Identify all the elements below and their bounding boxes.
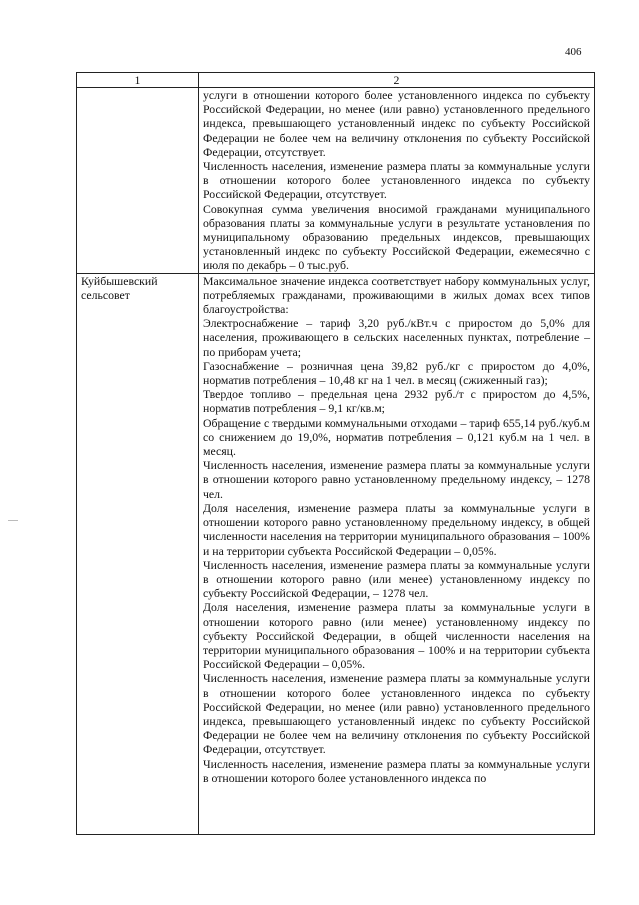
paragraph: Численность населения, изменение размера платы за коммунальные услуги в отношении которого более установленного индекса по: [203, 756, 590, 785]
municipality-cell: Куйбышевский сельсовет: [77, 273, 199, 834]
description-cell: [199, 88, 595, 274]
paragraph: Численность населения, изменение размера платы за коммунальные услуги в отношении которого равно установленному предельному индексу, – 1278 чел.: [203, 458, 590, 501]
table-header-row: [77, 73, 595, 88]
scan-mark: [8, 520, 18, 521]
municipality-cell: [77, 88, 199, 274]
paragraph: Газоснабжение – розничная цена 39,82 руб./кг с приростом до 4,0%, норматив потребления – 10,48 кг на 1 чел. в месяц (сжиженный газ);: [203, 358, 590, 388]
page-number: 406: [565, 46, 582, 58]
table-row: [77, 273, 595, 834]
description-cell: [199, 273, 595, 834]
paragraph: Численность населения, изменение размера платы за коммунальные услуги в отношении которого более установленного индекса по субъекту Российской Федерации, но менее (или равно) установленного предельного индекса, превышающего установленный индекс по субъекту Российской Федерации не более чем на величину отклонения по субъекту Российской Федерации, отсутствует.: [203, 671, 590, 757]
paragraph: Совокупная сумма увеличения вносимой гражданами муниципального образования платы за коммунальные услуги в результате установления по муниципальному образованию предельных индексов, превышающих установленный индекс по субъекту Российской Федерации, ежемесячно с июля по декабрь – 0 тыс.руб.: [203, 201, 590, 273]
paragraph: Твердое топливо – предельная цена 2932 руб./т с приростом до 4,5%, норматив потребления – 9,1 кг/кв.м;: [203, 387, 590, 416]
table-row: [77, 88, 595, 274]
paragraph: Доля населения, изменение размера платы за коммунальные услуги в отношении которого равно установленному предельному индексу, в общей численности населения на территории муниципального образования – 100% и на территории субъекта Российской Федерации – 0,05%.: [203, 500, 590, 558]
paragraph: Электроснабжение – тариф 3,20 руб./кВт.ч с приростом до 5,0% для населения, проживающего в сельских населенных пунктах, потребление – по приборам учета;: [203, 316, 590, 359]
paragraph: Максимальное значение индекса соответствует набору коммунальных услуг, потребляемых гражданами, проживающими в жилых домах всех типов благоустройства:: [203, 273, 590, 317]
header-cell-2: 2: [199, 73, 595, 88]
paragraph: Численность населения, изменение размера платы за коммунальные услуги в отношении которого более установленного индекса по субъекту Российской Федерации, отсутствует.: [203, 159, 590, 202]
paragraph: Доля населения, изменение размера платы за коммунальные услуги в отношении которого равно (или менее) установленному индексу по субъекту Российской Федерации, в общей численности населения на территории муниципального образования – 100% и на территории субъекта Российской Федерации – 0,05%.: [203, 600, 590, 672]
paragraph: Обращение с твердыми коммунальными отходами – тариф 655,14 руб./куб.м со снижением до 19,0%, норматив потребления – 0,121 куб.м на 1 чел. в месяц.: [203, 415, 590, 459]
data-table: [76, 72, 595, 835]
paragraph: Численность населения, изменение размера платы за коммунальные услуги в отношении которого равно (или менее) установленному индексу по субъекту Российской Федерации, – 1278 чел.: [203, 557, 590, 601]
paragraph: услуги в отношении которого более установленного индекса по субъекту Российской Федерации, но менее (или равно) установленного предельного индекса, превышающего установленный индекс по субъекту Российской Федерации не более чем на величину отклонения по субъекту Российской Федерации, отсутствует.: [203, 88, 590, 159]
header-cell-1: 1: [77, 73, 199, 88]
